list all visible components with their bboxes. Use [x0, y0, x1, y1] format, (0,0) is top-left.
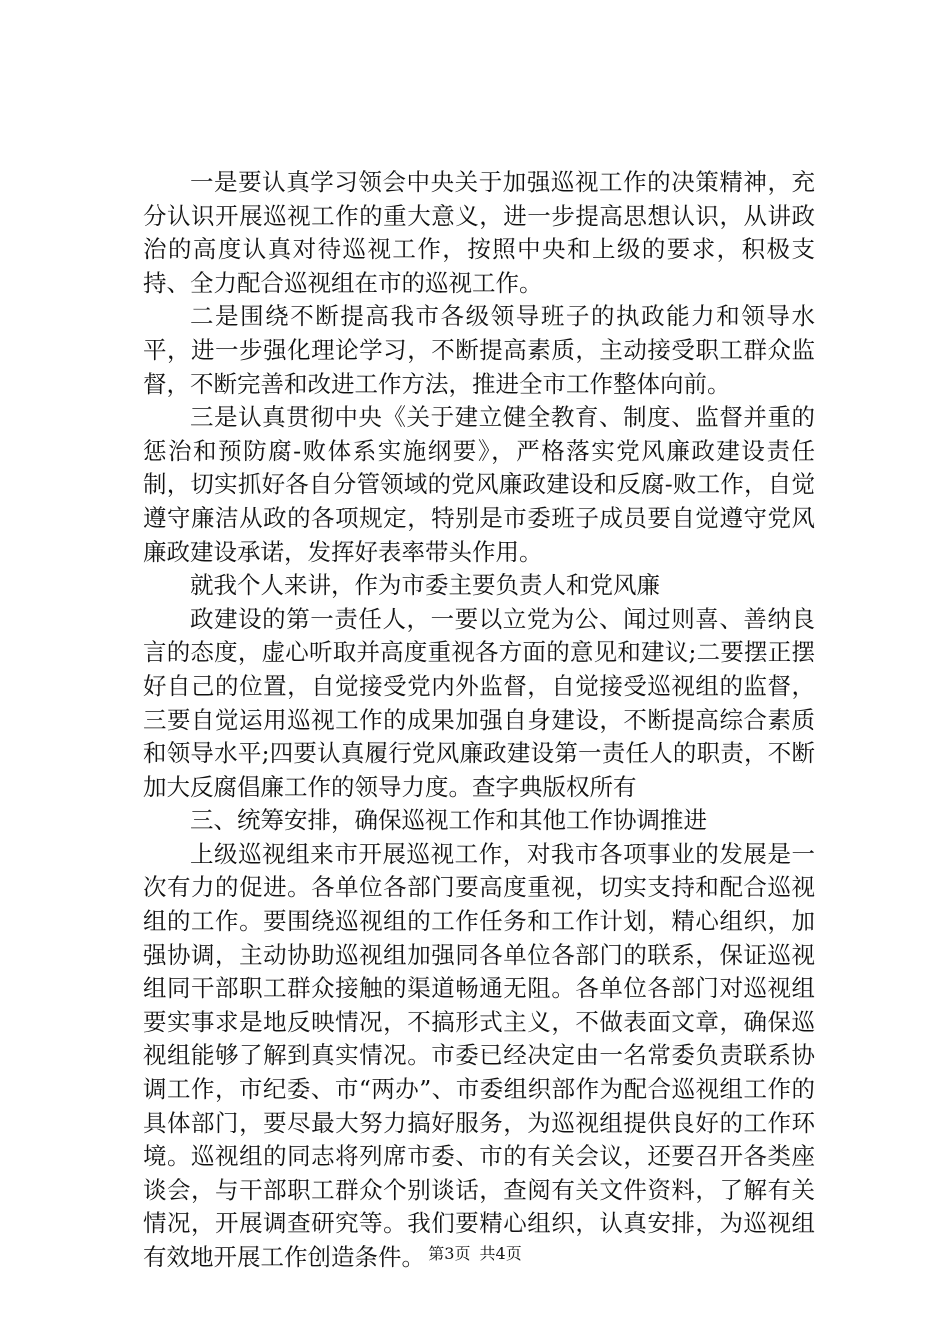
paragraph-1: 一是要认真学习领会中央关于加强巡视工作的决策精神，充分认识开展巡视工作的重大意义，进一步提高思想认识，从讲政治的高度认真对待巡视工作，按照中央和上级的要求，积极支持、全力配合巡视组在市的巡视工作。: [143, 168, 815, 297]
paragraph-2: 二是围绕不断提高我市各级领导班子的执政能力和领导水平，进一步强化理论学习，不断提高素质，主动接受职工群众监督，不断完善和改进工作方法，推进全市工作整体向前。: [143, 302, 815, 398]
paragraph-5: 政建设的第一责任人，一要以立党为公、闻过则喜、善纳良言的态度，虚心听取并高度重视各方面的意见和建议;二要摆正摆好自己的位置，自觉接受党内外监督，自觉接受巡视组的监督，三要自觉运用巡视工作的成果加强自身建设，不断提高综合素质和领导水平;四要认真履行党风廉政建设第一责任人的职责，不断加大反腐倡廉工作的领导力度。查字典版权所有: [143, 604, 815, 801]
page-total: 共4页: [479, 1244, 522, 1263]
page-number: 第3页: [428, 1244, 471, 1263]
page-footer: [0, 1244, 950, 1264]
paragraph-4: 就我个人来讲，作为市委主要负责人和党风廉: [190, 571, 660, 600]
paragraph-6: 上级巡视组来市开展巡视工作，对我市各项事业的发展是一次有力的促进。各单位各部门要高度重视，切实支持和配合巡视组的工作。要围绕巡视组的工作任务和工作计划，精心组织，加强协调，主动协助巡视组加强同各单位各部门的联系，保证巡视组同干部职工群众接触的渠道畅通无阻。各单位各部门对巡视组要实事求是地反映情况，不搞形式主义，不做表面文章，确保巡视组能够了解到真实情况。市委已经决定由一名常委负责联系协调工作，市纪委、市“两办”、市委组织部作为配合巡视组工作的具体部门，要尽最大努力搞好服务，为巡视组提供良好的工作环境。巡视组的同志将列席市委、市的有关会议，还要召开各类座谈会，与干部职工群众个别谈话，查阅有关文件资料，了解有关情况，开展调查研究等。我们要精心组织，认真安排，为巡视组有效地开展工作创造条件。: [143, 839, 815, 1271]
paragraph-3: 三是认真贯彻中央《关于建立健全教育、制度、监督并重的惩治和预防腐-败体系实施纲要》，严格落实党风廉政建设责任制，切实抓好各自分管领域的党风廉政建设和反腐-败工作，自觉遵守廉洁从政的各项规定，特别是市委班子成员要自觉遵守党风廉政建设承诺，发挥好表率带头作用。: [143, 403, 815, 566]
section-heading-3: 三、统筹安排，确保巡视工作和其他工作协调推进: [190, 806, 707, 835]
document-body: [143, 166, 815, 1275]
